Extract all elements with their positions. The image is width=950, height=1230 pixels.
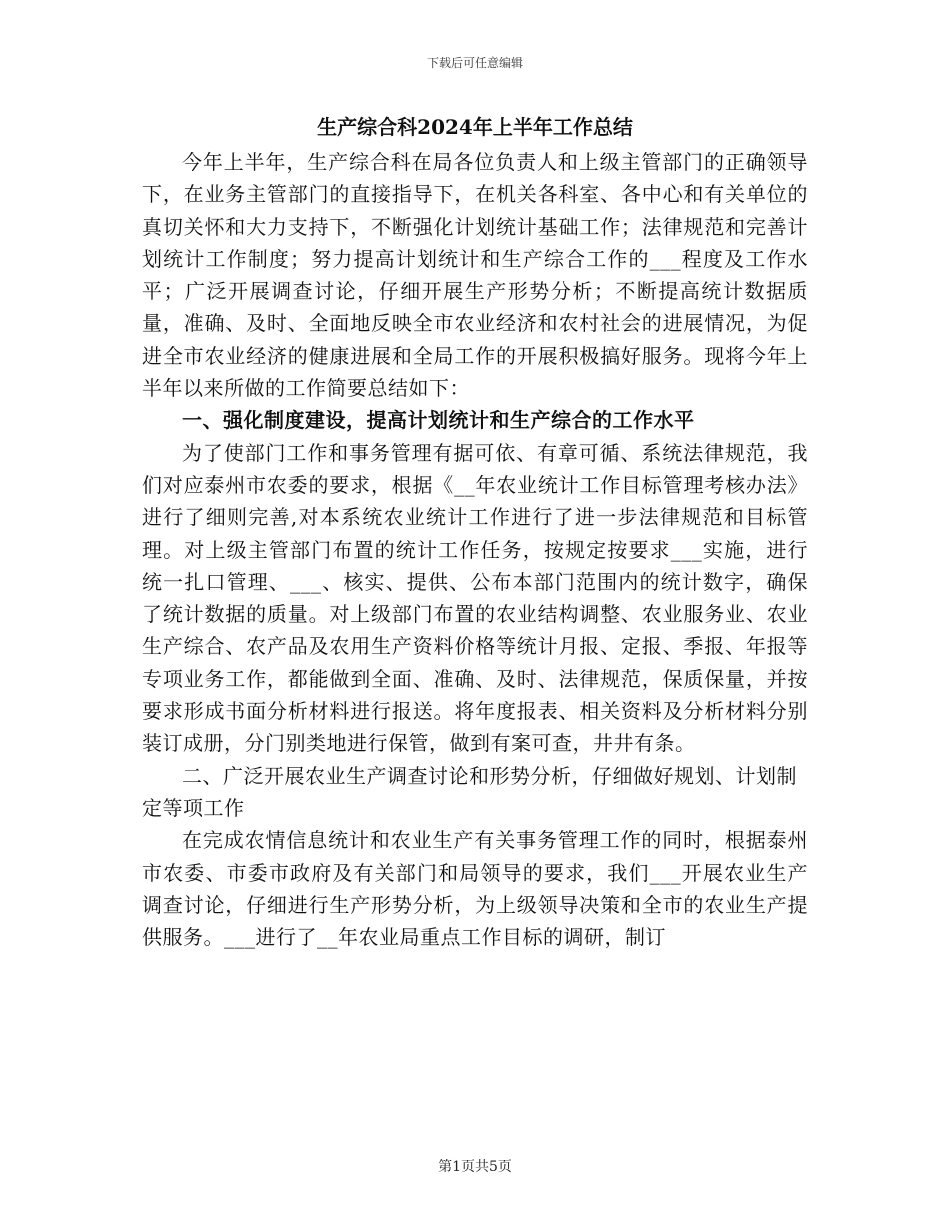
page-footer: 第1页共5页	[438, 1159, 512, 1175]
section-1-paragraph: 为了使部门工作和事务管理有据可依、有章可循、系统法律规范，我们对应泰州市农委的要求，根据《__年农业统计工作目标管理考核办法》进行了细则完善,对本系统农业统计工作进行了进一步法律规范和目标管理。对上级主管部门布置的统计工作任务，按规定按要求___实施，进行统一扎口管理、___、核实、提供、公布本部门范围内的统计数字，确保了统计数据的质量。对上级部门布置的农业结构调整、农业服务业、农业生产综合、农产品及农用生产资料价格等统计月报、定报、季报、年报等专项业务工作，都能做到全面、准确、及时、法律规范，保质保量，并按要求形成书面分析材料进行报送。将年度报表、相关资料及分析材料分别装订成册，分门别类地进行保管，做到有案可查，井井有条。	[142, 440, 808, 756]
intro-paragraph: 今年上半年，生产综合科在局各位负责人和上级主管部门的正确领导下，在业务主管部门的直接指导下，在机关各科室、各中心和有关单位的真切关怀和大力支持下，不断强化计划统计基础工作；法律规范和完善计划统计工作制度；努力提高计划统计和生产综合工作的___程度及工作水平；广泛开展调查讨论，仔细开展生产形势分析；不断提高统计数据质量，准确、及时、全面地反映全市农业经济和农村社会的进展情况，为促进全市农业经济的健康进展和全局工作的开展积极搞好服务。现将今年上半年以来所做的工作简要总结如下：	[142, 150, 808, 401]
section-2-paragraph: 在完成农情信息统计和农业生产有关事务管理工作的同时，根据泰州市农委、市委市政府及有关部门和局领导的要求，我们___开展农业生产调查讨论，仔细进行生产形势分析，为上级领导决策和全市的农业生产提供服务。___进行了__年农业局重点工作目标的调研，制订	[142, 828, 808, 950]
section-1-heading: 一、强化制度建设，提高计划统计和生产综合的工作水平	[182, 408, 695, 433]
document-body	[142, 112, 808, 953]
section-2-heading: 二、广泛开展农业生产调查讨论和形势分析，仔细做好规划、计划制定等项工作	[142, 763, 797, 820]
document-title: 生产综合科2024年上半年工作总结	[317, 115, 633, 139]
page-header: 下载后可任意编辑	[426, 56, 523, 70]
